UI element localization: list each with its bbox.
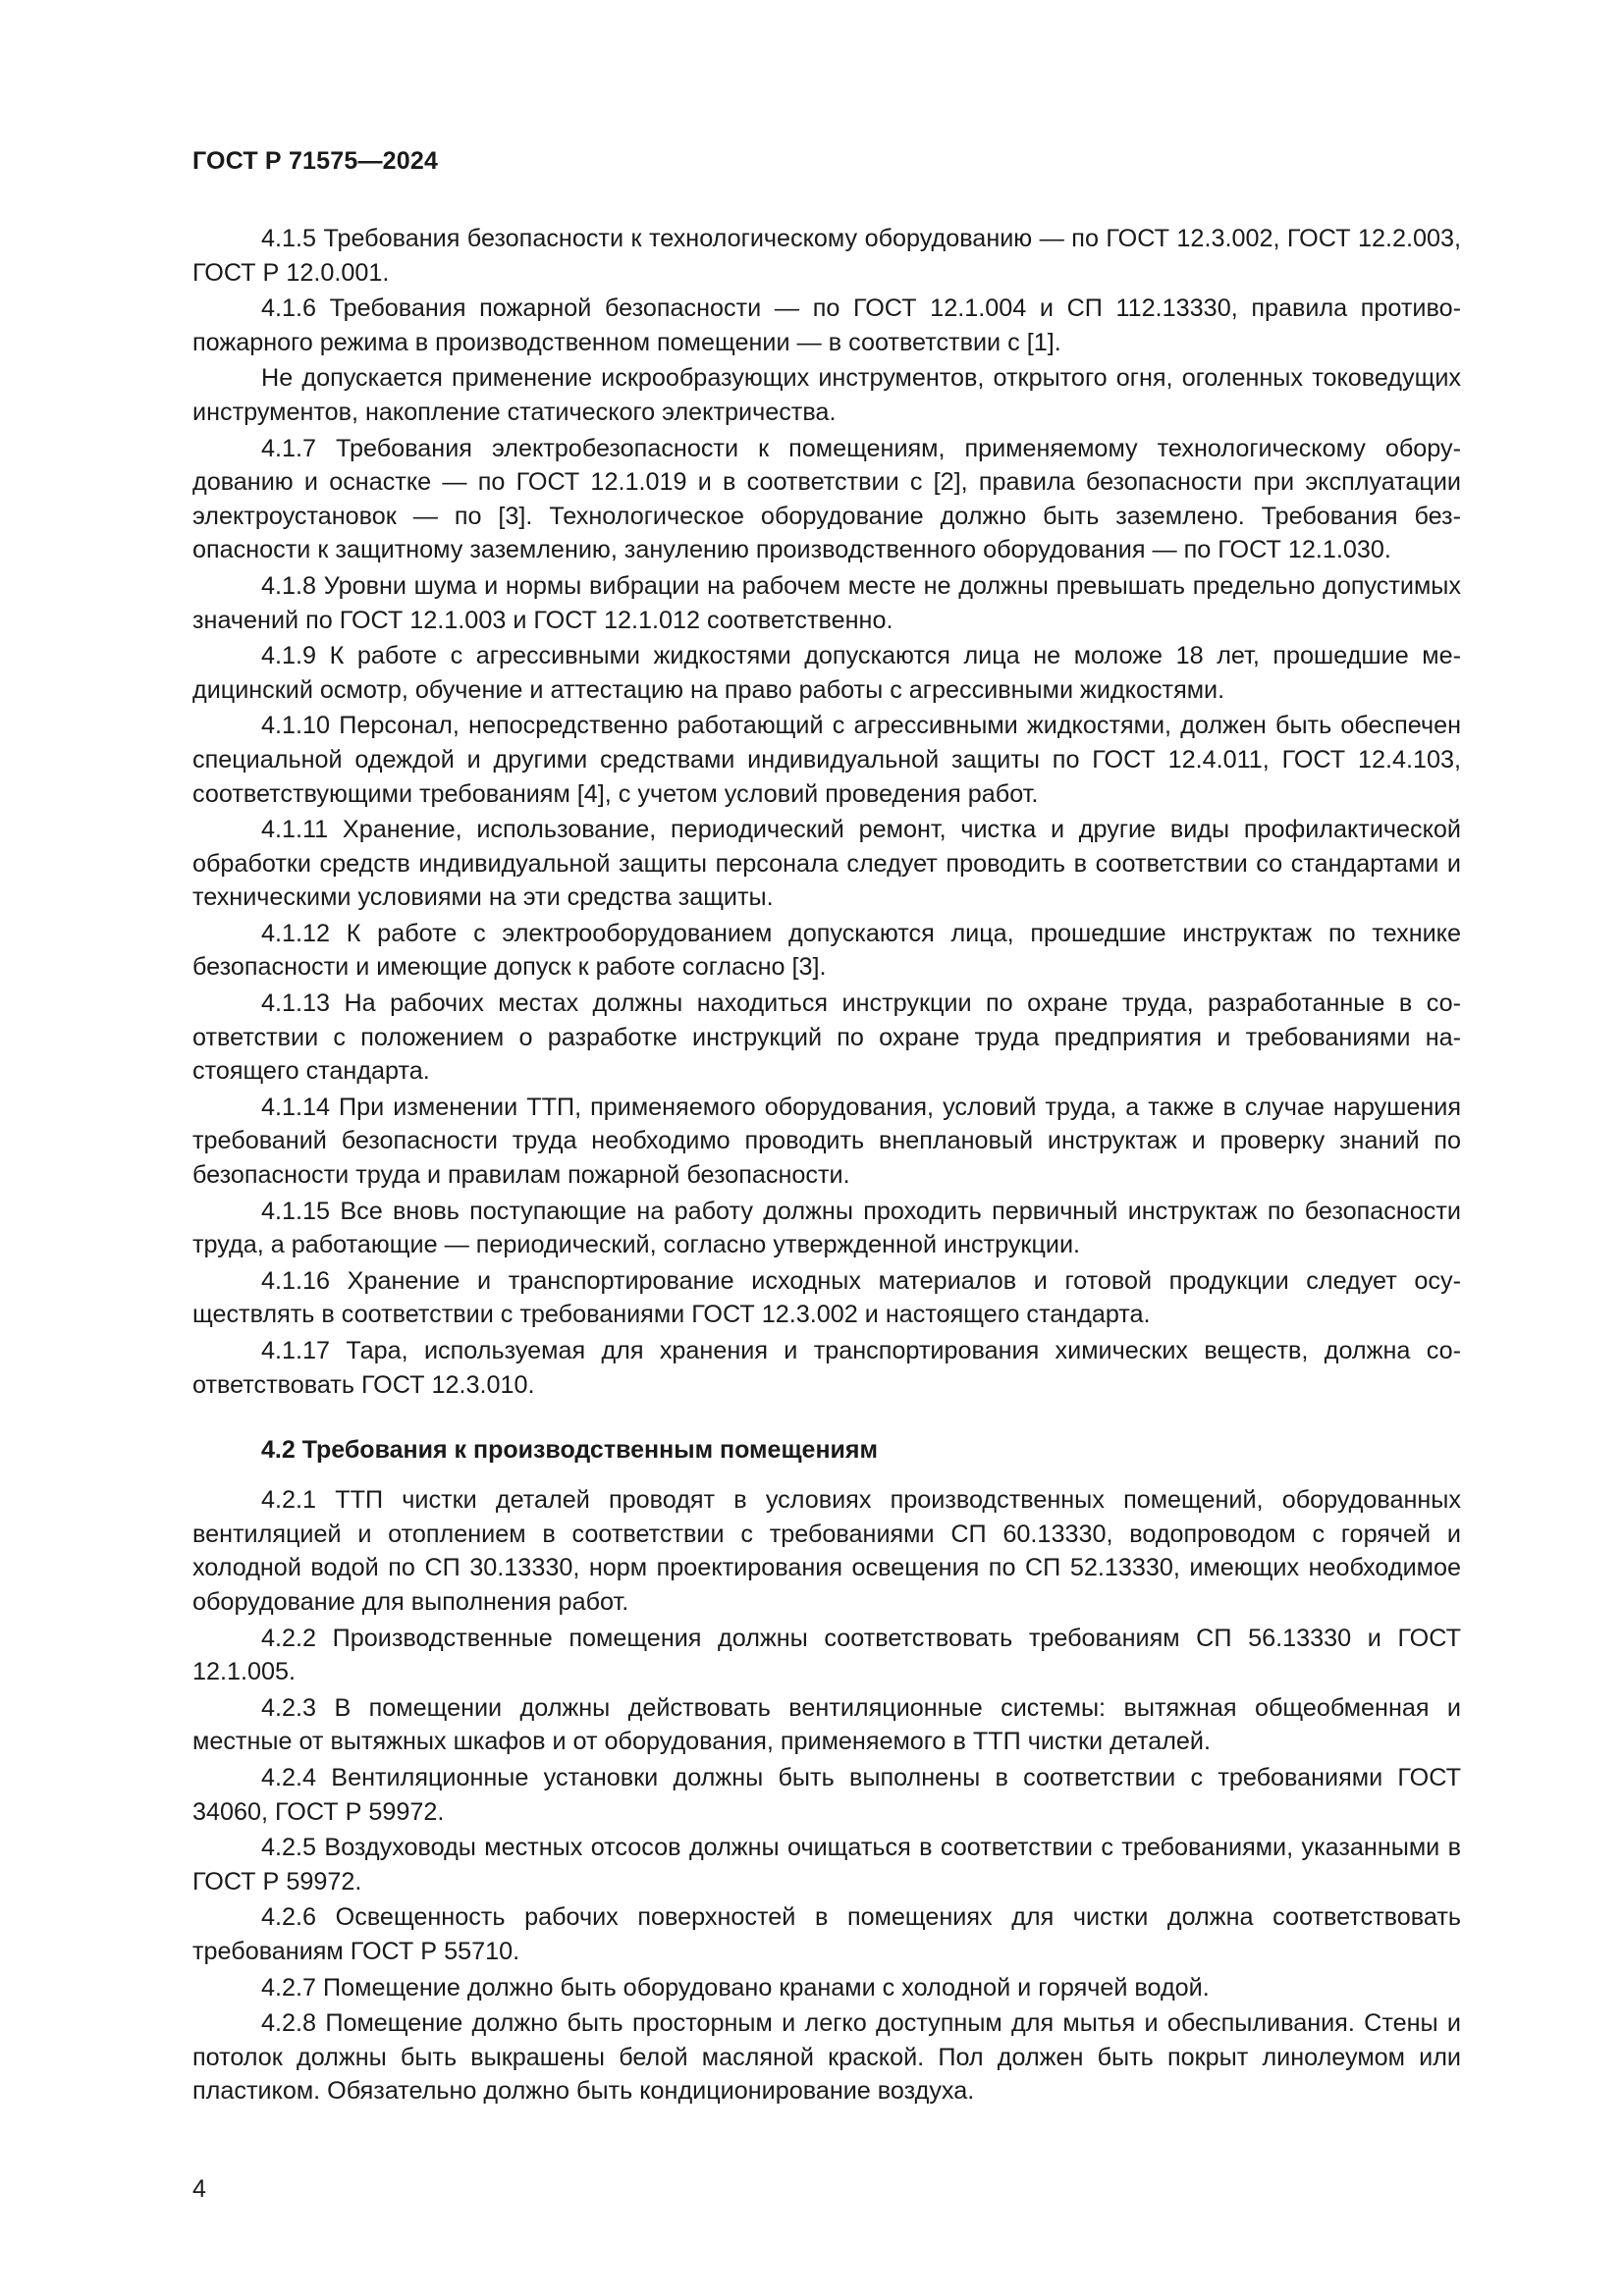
clause-4-2-5: 4.2.5 Воздуховоды местных отсосов должны очищаться в соответствии с требованиями, указанными в ГОСТ Р 59972.: [192, 1834, 1461, 1896]
clause-4-2-8: 4.2.8 Помещение должно быть просторным и легко доступным для мытья и обеспыливания. Стены и потолок должны быть выкрашены белой масляной краской. Пол должен быть покрыт линолеумом или пластиком. Обязательно должно быть кондиционирование воздуха.: [192, 2009, 1461, 2106]
clause-4-1-13: 4.1.13 На рабочих местах должны находиться инструкции по охране труда, разработанные в соответствии с положением о разработке инструкций по охране труда предприятия и требованиями настоящего стандарта.: [192, 989, 1461, 1086]
clause-4-2-1: 4.2.1 ТТП чистки деталей проводят в условиях производственных помещений, оборудованных вентиляцией и отоплением в соответствии с требованиями СП 60.13330, водопроводом с горячей и холодной водой по СП 30.13330, норм проектирования освещения по СП 52.13330, имеющих необходимое оборудование для выполнения работ.: [192, 1486, 1461, 1616]
clause-4-1-7: 4.1.7 Требования электробезопасности к помещениям, применяемому технологическому оборудованию и оснастке — по ГОСТ 12.1.019 и в соответствии с [2], правила безопасности при эксплуатации электроустановок — по [3]. Технологическое оборудование должно быть заземлено. Требования безопасности к защитному заземлению, занулению производственного оборудования — по ГОСТ 12.1.030.: [192, 434, 1461, 564]
clause-4-1-12: 4.1.12 К работе с электрооборудованием допускаются лица, прошедшие инструктаж по технике безопасности и имеющие допуск к работе согласно [3].: [192, 919, 1461, 982]
clause-4-2-4: 4.2.4 Вентиляционные установки должны быть выполнены в соответствии с требованиями ГОСТ 34060, ГОСТ Р 59972.: [192, 1763, 1461, 1826]
clause-4-1-15: 4.1.15 Все вновь поступающие на работу должны проходить первичный инструктаж по безопасности труда, а работающие — периодический, согласно утвержденной инструкции.: [192, 1197, 1461, 1259]
document-code-header: ГОСТ Р 71575—2024: [192, 147, 439, 175]
clause-4-1-8: 4.1.8 Уровни шума и нормы вибрации на рабочем месте не должны превышать предельно допустимых значений по ГОСТ 12.1.003 и ГОСТ 12.1.012 соответственно.: [192, 571, 1461, 634]
clause-4-1-17: 4.1.17 Тара, используемая для хранения и транспортирования химических веществ, должна соответствовать ГОСТ 12.3.010.: [192, 1337, 1461, 1399]
clause-4-2-3: 4.2.3 В помещении должны действовать вентиляционные системы: вытяжная общеобменная и местные от вытяжных шкафов и от оборудования, применяемого в ТТП чистки деталей.: [192, 1693, 1461, 1756]
clause-4-2-2: 4.2.2 Производственные помещения должны соответствовать требованиям СП 56.13330 и ГОСТ 12.1.005.: [192, 1624, 1461, 1686]
clause-4-1-16: 4.1.16 Хранение и транспортирование исходных материалов и готовой продукции следует осуществлять в соответствии с требованиями ГОСТ 12.3.002 и настоящего стандарта.: [192, 1266, 1461, 1329]
section-4-2-title: 4.2 Требования к производственным помещениям: [261, 1436, 879, 1465]
document-body: [192, 222, 1461, 2110]
clause-4-2-6: 4.2.6 Освещенность рабочих поверхностей в помещениях для чистки должна соответствовать требованиям ГОСТ Р 55710.: [192, 1903, 1461, 1965]
page-number: 4: [192, 2175, 206, 2203]
clause-4-1-6-note: Не допускается применение искрообразующих инструментов, открытого огня, оголенных токоведущих инструментов, накопление статического электричества.: [192, 364, 1461, 426]
clause-4-1-5: 4.1.5 Требования безопасности к технологическому оборудованию — по ГОСТ 12.3.002, ГОСТ 12.2.003, ГОСТ Р 12.0.001.: [192, 225, 1461, 287]
clause-4-1-10: 4.1.10 Персонал, непосредственно работающий с агрессивными жидкостями, должен быть обеспечен специальной одеждой и другими средствами индивидуальной защиты по ГОСТ 12.4.011, ГОСТ 12.4.103, соответствующими требованиям [4], с учетом условий проведения работ.: [192, 712, 1461, 808]
clause-4-1-6: 4.1.6 Требования пожарной безопасности — по ГОСТ 12.1.004 и СП 112.13330, правила противопожарного режима в производственном помещении — в соответствии с [1].: [192, 294, 1461, 356]
clause-4-2-7: 4.2.7 Помещение должно быть оборудовано кранами с холодной и горячей водой.: [261, 1973, 1210, 2002]
clause-4-1-14: 4.1.14 При изменении ТТП, применяемого оборудования, условий труда, а также в случае нарушения требований безопасности труда необходимо проводить внеплановый инструктаж и проверку знаний по безопасности труда и правилам пожарной безопасности.: [192, 1093, 1461, 1190]
clause-4-1-11: 4.1.11 Хранение, использование, периодический ремонт, чистка и другие виды профилактической обработки средств индивидуальной защиты персонала следует проводить в соответствии со стандартами и техническими условиями на эти средства защиты.: [192, 816, 1461, 912]
clause-4-1-9: 4.1.9 К работе с агрессивными жидкостями допускаются лица не моложе 18 лет, прошедшие медицинский осмотр, обучение и аттестацию на право работы с агрессивными жидкостями.: [192, 642, 1461, 704]
